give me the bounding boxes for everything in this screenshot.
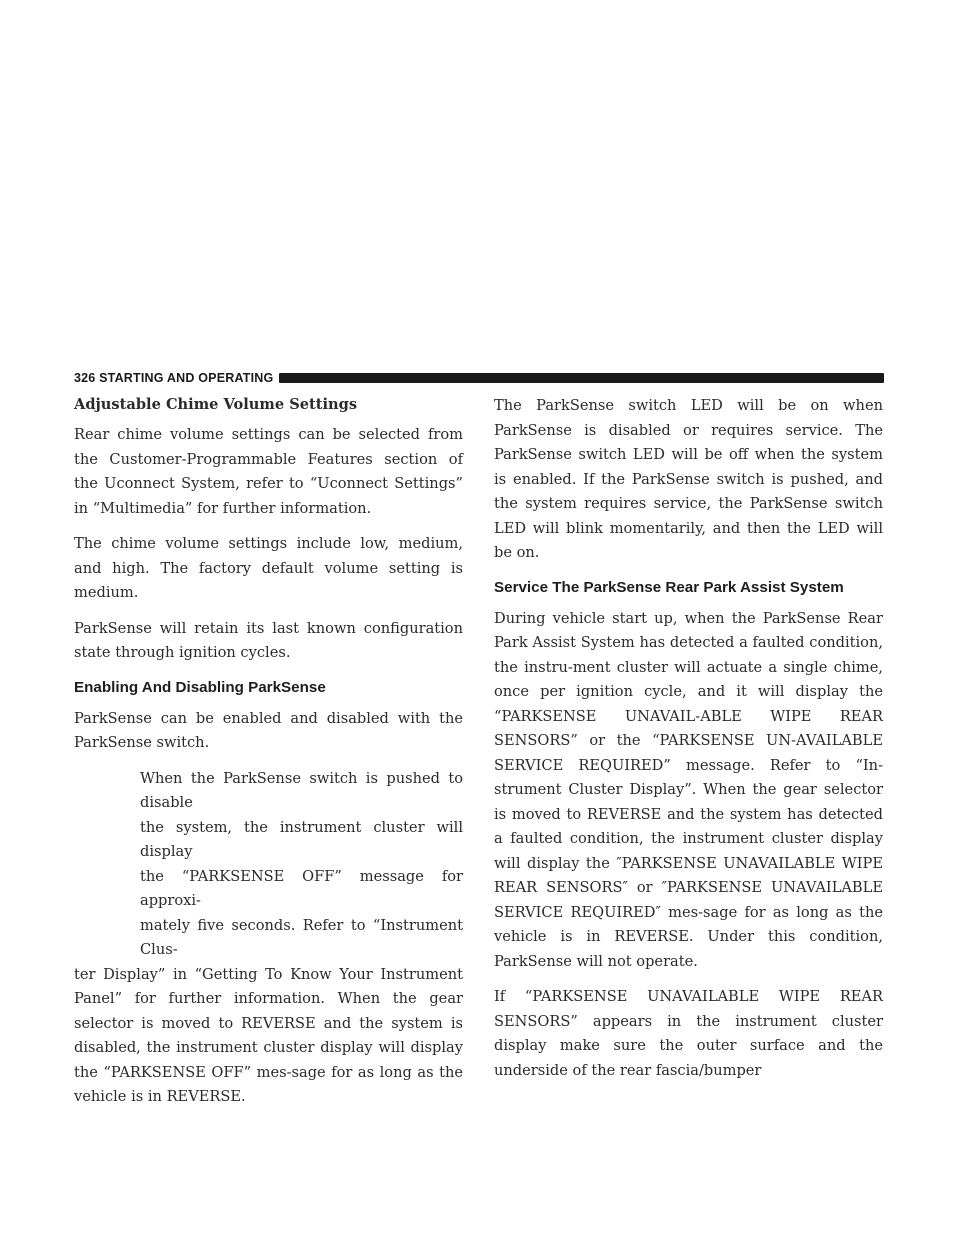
header-rule [279,373,884,383]
switch-note-block [74,767,463,1110]
paragraph: ParkSense can be enabled and disabled with the ParkSense switch. [74,709,463,751]
left-column [74,394,463,1121]
paragraph: During vehicle start up, when the ParkSense Rear Park Assist System has detected a faulted condition, the instru-ment cluster will actuate a single chime, once per ignition cycle, and it will display the “PARKSENSE UNAVAIL-ABLE WIPE REAR SENSORS” or the “PARKSENSE UN-AVAILABLE SERVICE REQUIRED” message. Refer to “In-strument Cluster Display”. When the gear selector is moved to REVERSE and the system has detected a faulted condition, the instrument cluster display will display the ″PARKSENSE UNAVAILABLE WIPE REAR SENSORS″ or ″PARKSENSE UNAVAILABLE SERVICE REQUIRED″ mes-sage for as long as the vehicle is in REVERSE. Under this condition, ParkSense will not operate. [494,609,883,970]
paragraph: Rear chime volume settings can be selected from the Customer-Programmable Features section of the Uconnect System, refer to “Uconnect Settings” in “Multimedia” for further information. [74,426,463,517]
paragraph: The ParkSense switch LED will be on when ParkSense is disabled or requires service. The ParkSense switch LED will be off when the system is enabled. If the ParkSense switch is pushed, and the system requires service, the ParkSense switch LED will blink momentarily, and then the LED will be on. [494,397,883,561]
page-header [74,370,884,386]
paragraph: ter Display” in “Getting To Know Your Instrument Panel” for further information. When the gear selector is moved to REVERSE and the system is disabled, the instrument cluster display will display the “PARKSENSE OFF” mes-sage for as long as the vehicle is in REVERSE. [74,965,463,1105]
page-number-section: 326 STARTING AND OPERATING [74,371,274,385]
text-line: the “PARKSENSE OFF” message for approxi- [140,867,463,909]
paragraph: ParkSense will retain its last known configuration state through ignition cycles. [74,619,463,661]
right-column [494,394,883,1094]
text-line: the system, the instrument cluster will display [140,818,463,860]
text-line: When the ParkSense switch is pushed to disable [140,769,463,811]
text-line: mately five seconds. Refer to “Instrument Clus- [140,916,463,958]
heading-chime-volume: Adjustable Chime Volume Settings [74,396,358,413]
heading-service-parksense: Service The ParkSense Rear Park Assist System [494,578,844,596]
parksense-switch-icon-area [74,769,134,839]
paragraph: The chime volume settings include low, medium, and high. The factory default volume setting is medium. [74,535,463,601]
paragraph: If “PARKSENSE UNAVAILABLE WIPE REAR SENSORS” appears in the instrument cluster display make sure the outer surface and the underside of the rear fascia/bumper [494,988,883,1079]
heading-enabling-disabling: Enabling And Disabling ParkSense [74,678,326,696]
